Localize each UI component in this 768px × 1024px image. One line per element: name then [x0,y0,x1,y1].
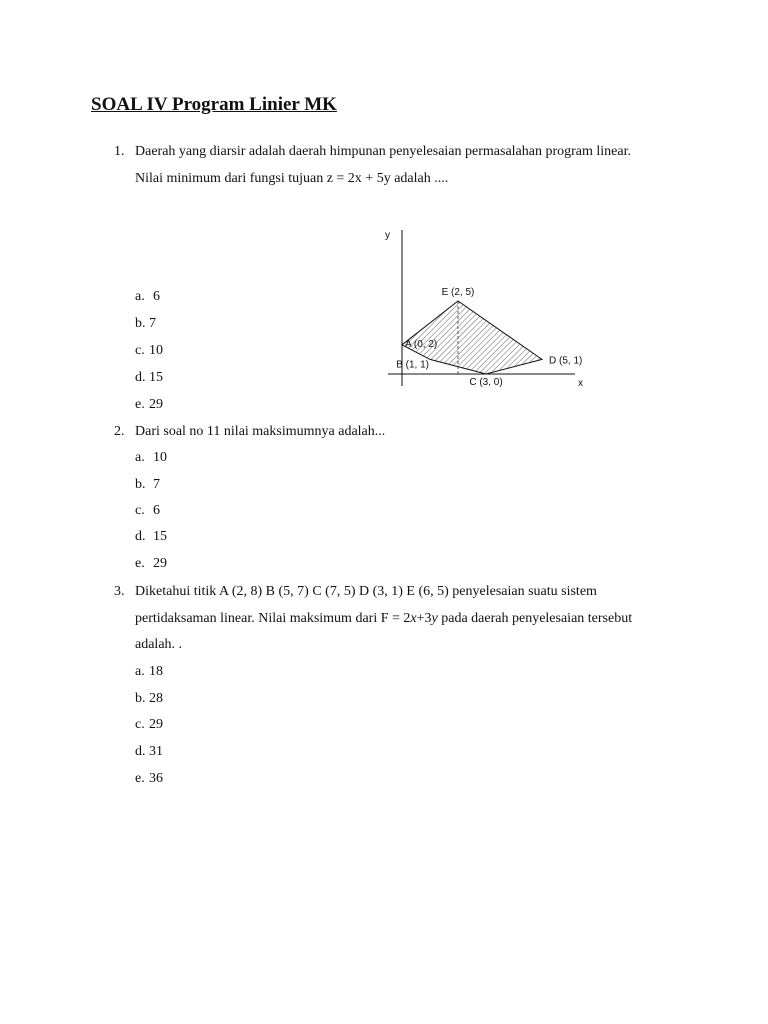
question-2-option-b: b. 7 [135,477,160,492]
page-title: SOAL IV Program Linier MK [91,94,337,115]
question-3-option-e: e. 36 [135,771,163,786]
question-3-number: 3. [114,584,125,599]
question-3-line-3: adalah. . [135,637,183,652]
question-1-option-a: a. 6 [135,289,160,304]
question-2-line-1: Dari soal no 11 nilai maksimumnya adalah... [135,424,386,439]
vertex-label-c: C (3, 0) [469,377,503,388]
question-3-line-1: Diketahui titik A (2, 8) B (5, 7) C (7, 5) D (3, 1) E (6, 5) penyelesaian suatu sistem [135,584,597,599]
solution-region-graph [370,222,600,392]
vertex-label-a: A (0, 2) [405,338,438,350]
question-3-option-d: d. 31 [135,744,163,759]
question-3-option-a: a. 18 [135,664,163,679]
y-axis-label: y [385,230,390,241]
question-1-option-d: d. 15 [135,370,163,385]
question-1-option-c: c. 10 [135,343,163,358]
question-3-option-c: c. 29 [135,717,163,732]
question-1-line-1: Daerah yang diarsir adalah daerah himpunan penyelesaian permasalahan program linear. [135,144,632,159]
question-2-option-e: e. 29 [135,556,167,571]
vertex-label-b: B (1, 1) [396,359,429,371]
question-1-line-2: Nilai minimum dari fungsi tujuan z = 2x + 5y adalah .... [135,171,449,186]
question-2-number: 2. [114,424,125,439]
question-1-option-e: e. 29 [135,397,163,412]
question-3-option-b: b. 28 [135,691,163,706]
question-1-number: 1. [114,144,125,159]
question-2-option-a: a. 10 [135,450,167,465]
vertex-label-e: E (2, 5) [441,287,475,298]
question-2-option-c: c. 6 [135,503,160,518]
x-axis-label: x [578,378,583,389]
question-2-option-d: d. 15 [135,529,167,544]
question-1-option-b: b. 7 [135,316,156,331]
question-3-line-2: pertidaksaman linear. Nilai maksimum dari F = 2x+3y pada daerah penyelesaian tersebut [135,611,633,626]
vertex-label-d: D (5, 1) [549,355,583,367]
